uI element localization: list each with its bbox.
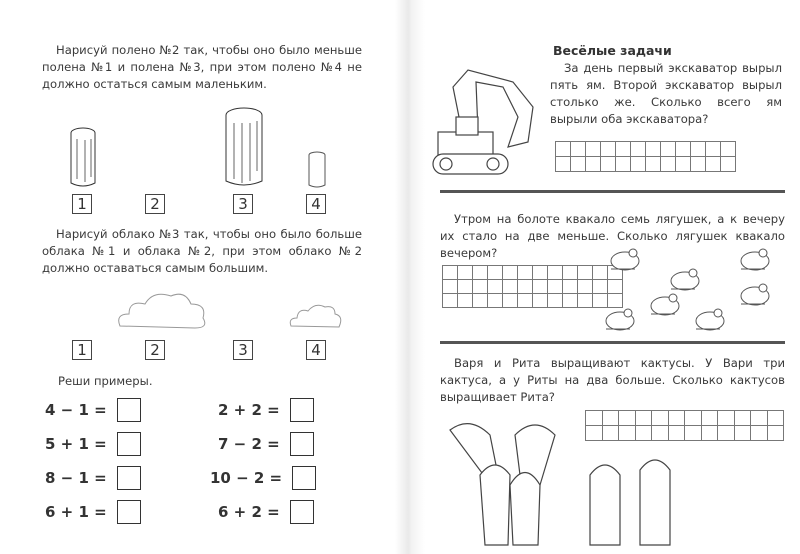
grid-cell[interactable] [646,142,661,157]
grid-cell[interactable] [702,426,719,441]
log-3-illustration [220,105,270,190]
grid-cell[interactable] [458,280,473,294]
log-number-2: 2 [145,194,165,214]
example-8 [218,500,314,524]
grid-cell[interactable] [616,157,631,172]
grid-cell[interactable] [571,157,586,172]
example-text: 4 − 1 = [45,401,107,419]
answer-box[interactable] [117,466,141,490]
example-text: 5 + 1 = [45,435,107,453]
example-3 [45,466,141,490]
grid-cell[interactable] [586,142,601,157]
grid-cell[interactable] [685,426,702,441]
grid-cell[interactable] [458,294,473,308]
answer-box[interactable] [117,432,141,456]
grid-cell[interactable] [556,157,571,172]
grid-cell[interactable] [563,266,578,280]
grid-cell[interactable] [548,294,563,308]
log-4-illustration [305,150,330,190]
grid-cell[interactable] [443,294,458,308]
frogs-illustration [605,245,790,335]
grid-cell[interactable] [518,294,533,308]
log-number-4: 4 [306,194,326,214]
example-2 [45,432,141,456]
grid-cell[interactable] [578,266,593,280]
section-divider [440,341,785,344]
answer-box[interactable] [290,398,314,422]
task-clouds-text: Нарисуй облако №3 так, чтобы оно было больше облака №1 и облака №2, при этом облако №2 должно оставаться самым большим. [42,227,362,275]
grid-cell[interactable] [533,294,548,308]
grid-cell[interactable] [691,157,706,172]
grid-cell[interactable] [533,266,548,280]
grid-cell[interactable] [768,411,785,426]
grid-cell[interactable] [503,266,518,280]
log-number-3: 3 [233,194,253,214]
excavator-illustration [428,62,543,177]
grid-cell[interactable] [768,426,785,441]
grid-cell[interactable] [443,280,458,294]
cloud-number-2: 2 [145,340,165,360]
cloud-2-illustration [115,288,210,333]
cloud-number-4: 4 [306,340,326,360]
cloud-number-3: 3 [233,340,253,360]
section-divider [440,190,785,193]
grid-cell[interactable] [578,280,593,294]
grid-cell[interactable] [685,411,702,426]
example-1 [45,398,141,422]
page-title: Весёлые задачи [553,43,672,58]
grid-cell[interactable] [676,142,691,157]
grid-cell[interactable] [631,157,646,172]
log-number-1: 1 [72,194,92,214]
example-6 [218,432,314,456]
answer-grid-excavator[interactable] [555,141,736,172]
book-gutter [395,0,425,554]
grid-cell[interactable] [676,157,691,172]
example-4 [45,500,141,524]
grid-cell[interactable] [706,157,721,172]
examples-title: Реши примеры. [58,374,153,388]
grid-cell[interactable] [518,280,533,294]
example-text: 6 + 1 = [45,503,107,521]
example-text: 2 + 2 = [218,401,280,419]
example-text: 6 + 2 = [218,503,280,521]
grid-cell[interactable] [503,294,518,308]
cloud-4-illustration [288,300,343,330]
log-1-illustration [65,125,105,190]
grid-cell[interactable] [503,280,518,294]
grid-cell[interactable] [518,266,533,280]
example-text: 10 − 2 = [210,469,283,487]
grid-cell[interactable] [661,157,676,172]
grid-cell[interactable] [578,294,593,308]
example-text: 7 − 2 = [218,435,280,453]
example-5 [218,398,314,422]
grid-cell[interactable] [473,266,488,280]
task-excavator-text: За день первый экскаватор вырыл пять ям. Второй экскаватор вырыл столько же. Сколько всего ям вырыли оба экскаватора? [550,61,782,126]
grid-cell[interactable] [556,142,571,157]
grid-cell[interactable] [646,157,661,172]
grid-cell[interactable] [563,280,578,294]
grid-cell[interactable] [488,266,503,280]
answer-box[interactable] [117,398,141,422]
answer-box[interactable] [290,432,314,456]
grid-cell[interactable] [691,142,706,157]
task-logs-text: Нарисуй полено №2 так, чтобы оно было меньше полена №1 и полена №3, при этом полено №4 не должно остаться самым маленьким. [42,43,362,91]
answer-box[interactable] [117,500,141,524]
grid-cell[interactable] [631,142,646,157]
grid-cell[interactable] [458,266,473,280]
grid-cell[interactable] [616,142,631,157]
task-cactus-text: Варя и Рита выращивают кактусы. У Вари три кактуса, а у Риты на два больше. Сколько кактусов выращивает Рита? [440,356,785,404]
grid-cell[interactable] [601,157,616,172]
grid-cell[interactable] [443,266,458,280]
example-text: 8 − 1 = [45,469,107,487]
cloud-number-1: 1 [72,340,92,360]
answer-grid-frogs[interactable] [442,265,623,308]
grid-cell[interactable] [586,157,601,172]
grid-cell[interactable] [721,142,736,157]
grid-cell[interactable] [751,411,768,426]
answer-box[interactable] [292,466,316,490]
grid-cell[interactable] [473,280,488,294]
grid-cell[interactable] [706,142,721,157]
grid-cell[interactable] [601,142,616,157]
grid-cell[interactable] [702,411,719,426]
grid-cell[interactable] [661,142,676,157]
grid-cell[interactable] [488,280,503,294]
grid-cell[interactable] [533,280,548,294]
grid-cell[interactable] [718,411,735,426]
grid-cell[interactable] [548,280,563,294]
example-7 [210,466,316,490]
cactus-illustration [440,415,680,550]
grid-cell[interactable] [571,142,586,157]
grid-cell[interactable] [473,294,488,308]
grid-cell[interactable] [563,294,578,308]
grid-cell[interactable] [548,266,563,280]
task-frogs-text: Утром на болоте квакало семь лягушек, а к вечеру их стало на две меньше. Сколько лягушек квакало вечером? [440,212,785,260]
grid-cell[interactable] [721,157,736,172]
grid-cell[interactable] [718,426,735,441]
grid-cell[interactable] [751,426,768,441]
grid-cell[interactable] [488,294,503,308]
grid-cell[interactable] [735,426,752,441]
answer-box[interactable] [290,500,314,524]
grid-cell[interactable] [735,411,752,426]
